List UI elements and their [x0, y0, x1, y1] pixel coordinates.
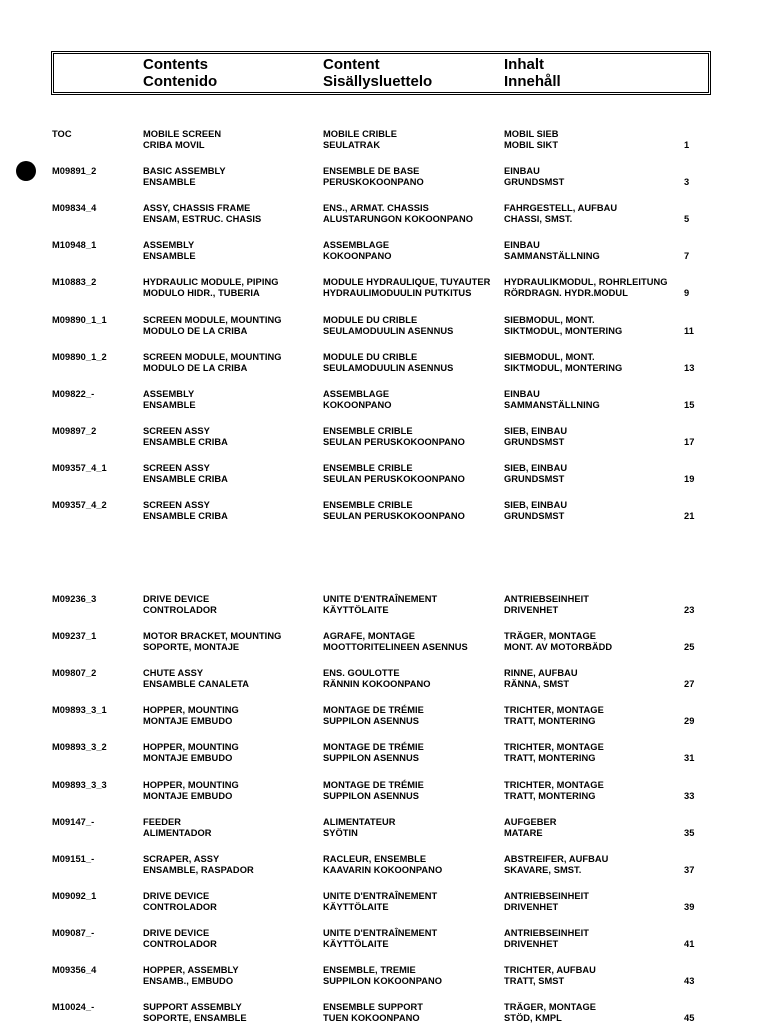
description-en — [143, 928, 217, 950]
description-en — [143, 631, 281, 653]
description-line: SCREEN ASSY — [143, 500, 210, 510]
description-en — [143, 166, 226, 188]
description-line: TUEN KOKOONPANO — [323, 1013, 420, 1024]
description-en — [143, 1002, 247, 1024]
page-number: 1 — [684, 140, 690, 150]
header-title: Inhalt — [504, 56, 544, 73]
description-en — [143, 315, 282, 337]
page-number: 41 — [684, 938, 695, 949]
description-de — [504, 166, 564, 188]
description-line: EINBAU — [504, 388, 540, 399]
page-number: 3 — [684, 177, 690, 188]
description-line: ASSEMBLY — [143, 240, 195, 251]
toc-row[interactable] — [0, 1002, 768, 1026]
header-title: Contents — [143, 56, 208, 73]
description-line: ENSEMBLE CRIBLE — [323, 462, 413, 473]
description-line: ENSAMBLE — [143, 251, 196, 262]
description-fr — [323, 891, 437, 913]
contents-header — [51, 51, 711, 95]
drawing-code: M10024_- — [52, 1002, 95, 1013]
description-de — [504, 240, 600, 262]
description-line: MOOTTORITELINEEN ASENNUS — [323, 642, 468, 653]
description-line: SIEBMODUL, MONT. — [504, 314, 595, 325]
drawing-code: M09893_3_3 — [52, 779, 107, 790]
description-line: ALUSTARUNGON KOKOONPANO — [323, 214, 474, 225]
drawing-code: M09807_2 — [52, 668, 97, 679]
description-line: MONTAGE DE TRÉMIE — [323, 705, 424, 716]
description-line: HYDRAULIMODUULIN PUTKITUS — [323, 288, 472, 299]
description-fr — [323, 166, 424, 188]
drawing-code: M09236_3 — [52, 594, 97, 604]
description-line: MODULE DU CRIBLE — [323, 314, 418, 325]
toc-row[interactable] — [0, 594, 768, 618]
toc-row[interactable] — [0, 166, 768, 190]
description-fr — [323, 240, 392, 262]
description-fr — [323, 854, 442, 876]
toc-row[interactable] — [0, 500, 768, 524]
drawing-code: M09890_1_2 — [52, 351, 107, 362]
description-line: HYDRAULIKMODUL, ROHRLEITUNG — [504, 277, 668, 288]
toc-row[interactable] — [0, 965, 768, 989]
description-line: MODULE HYDRAULIQUE, TUYAUTER — [323, 277, 491, 288]
description-line: STÖD, KMPL — [504, 1013, 562, 1024]
description-line: ANTRIEBSEINHEIT — [504, 927, 589, 938]
description-fr — [323, 817, 396, 839]
page-number: 37 — [684, 864, 695, 875]
description-line: MONTAGE DE TRÉMIE — [323, 742, 424, 753]
description-line: ASSY, CHASSIS FRAME — [143, 203, 251, 214]
description-line: SIKTMODUL, MONTERING — [504, 362, 623, 373]
description-line: KÄYTTÖLAITE — [323, 901, 389, 912]
description-de — [504, 426, 567, 448]
description-line: RACLEUR, ENSEMBLE — [323, 853, 427, 864]
description-line: SUPPILON KOKOONPANO — [323, 976, 443, 986]
description-line: FEEDER — [143, 816, 182, 827]
description-line: SAMMANSTÄLLNING — [504, 399, 600, 410]
toc-row[interactable] — [0, 463, 768, 487]
page-number: 5 — [684, 214, 690, 225]
description-de — [504, 594, 589, 616]
description-fr — [323, 129, 397, 151]
page-number: 31 — [684, 753, 695, 764]
description-line: ENSAMBLE CRIBA — [143, 436, 228, 447]
description-line: MOBIL SIEB — [504, 129, 559, 139]
description-line: TRATT, MONTERING — [504, 753, 596, 764]
description-line: SEULAN PERUSKOKOONPANO — [323, 511, 465, 521]
description-en — [143, 203, 261, 225]
description-en — [143, 965, 239, 987]
description-line: MATARE — [504, 827, 543, 838]
description-line: SEULAMODUULIN ASENNUS — [323, 325, 454, 336]
description-line: MODULO HIDR., TUBERIA — [143, 288, 260, 299]
page-number: 9 — [684, 288, 690, 299]
description-line: CONTROLADOR — [143, 938, 217, 949]
description-line: SIEBMODUL, MONT. — [504, 351, 595, 362]
description-line: MONTAGE DE TRÉMIE — [323, 779, 424, 790]
description-line: ENS. GOULOTTE — [323, 668, 400, 679]
page-number: 13 — [684, 362, 695, 373]
description-de — [504, 352, 622, 374]
description-de — [504, 500, 567, 522]
drawing-code: M10883_2 — [52, 277, 97, 288]
toc-row[interactable] — [0, 928, 768, 952]
toc-row[interactable] — [0, 389, 768, 413]
description-fr — [323, 203, 473, 225]
description-fr — [323, 928, 437, 950]
header-title: Content — [323, 56, 380, 73]
page-number: 27 — [684, 679, 695, 690]
description-de — [504, 742, 604, 764]
description-line: TRICHTER, MONTAGE — [504, 779, 604, 790]
description-line: EINBAU — [504, 240, 540, 251]
toc-row[interactable] — [0, 426, 768, 450]
drawing-code: M09087_- — [52, 927, 95, 938]
description-fr — [323, 668, 431, 690]
toc-row[interactable] — [0, 277, 768, 301]
description-line: ENSEMBLE, TREMIE — [323, 965, 416, 975]
description-line: CHUTE ASSY — [143, 668, 204, 679]
toc-row[interactable] — [0, 631, 768, 655]
description-fr — [323, 500, 465, 522]
description-en — [143, 742, 239, 764]
page-number: 19 — [684, 473, 695, 484]
drawing-code: TOC — [52, 129, 72, 139]
description-line: ENSAMBLE — [143, 177, 196, 188]
toc-row[interactable] — [0, 668, 768, 692]
page-number: 35 — [684, 827, 695, 838]
description-line: ENSEMBLE CRIBLE — [323, 425, 413, 436]
description-line: RÄNNA, SMST — [504, 679, 570, 690]
description-line: SCREEN MODULE, MOUNTING — [143, 314, 282, 325]
description-line: TRÄGER, MONTAGE — [504, 631, 596, 642]
description-line: ENSAMBLE CRIBA — [143, 473, 228, 484]
description-line: ASSEMBLAGE — [323, 240, 390, 251]
toc-row[interactable] — [0, 817, 768, 841]
description-en — [143, 780, 239, 802]
description-en — [143, 854, 254, 876]
description-fr — [323, 426, 465, 448]
description-line: ANTRIEBSEINHEIT — [504, 594, 589, 604]
page-number: 17 — [684, 436, 695, 447]
description-de — [504, 129, 559, 151]
toc-row[interactable] — [0, 352, 768, 376]
description-line: CHASSI, SMST. — [504, 214, 573, 225]
description-line: ENSAMBLE — [143, 399, 196, 410]
description-en — [143, 463, 228, 485]
description-line: SIEB, EINBAU — [504, 425, 568, 436]
description-line: GRUNDSMST — [504, 436, 565, 447]
description-fr — [323, 315, 453, 337]
description-line: RÖRDRAGN. HYDR.MODUL — [504, 288, 628, 299]
description-line: ENSEMBLE SUPPORT — [323, 1002, 423, 1013]
description-line: MOTOR BRACKET, MOUNTING — [143, 631, 282, 642]
description-line: SAMMANSTÄLLNING — [504, 251, 600, 262]
description-line: SEULAN PERUSKOKOONPANO — [323, 473, 465, 484]
description-line: KÄYTTÖLAITE — [323, 938, 389, 949]
description-line: SOPORTE, MONTAJE — [143, 642, 240, 653]
description-de — [504, 277, 668, 299]
description-line: GRUNDSMST — [504, 473, 565, 484]
drawing-code: M09237_1 — [52, 631, 97, 642]
description-line: ENSEMBLE DE BASE — [323, 166, 420, 177]
description-de — [504, 891, 589, 913]
description-de — [504, 965, 596, 987]
description-line: SUPPILON ASENNUS — [323, 753, 420, 764]
description-line: DRIVE DEVICE — [143, 594, 210, 604]
header-col-1 — [143, 56, 217, 90]
description-line: PERUSKOKOONPANO — [323, 177, 424, 188]
drawing-code: M09890_1_1 — [52, 314, 107, 325]
header-title: Innehåll — [504, 73, 561, 90]
description-line: TRÄGER, MONTAGE — [504, 1002, 596, 1013]
description-line: SCREEN ASSY — [143, 425, 210, 436]
description-line: AGRAFE, MONTAGE — [323, 631, 415, 642]
description-en — [143, 500, 228, 522]
description-line: RINNE, AUFBAU — [504, 668, 578, 679]
description-line: UNITE D'ENTRAÎNEMENT — [323, 594, 438, 604]
page-number: 21 — [684, 511, 695, 521]
description-de — [504, 389, 600, 411]
page-number: 39 — [684, 901, 695, 912]
description-fr — [323, 742, 424, 764]
description-fr — [323, 631, 468, 653]
drawing-code: M09893_3_2 — [52, 742, 107, 753]
description-line: ALIMENTATEUR — [323, 816, 396, 827]
description-en — [143, 594, 217, 616]
description-fr — [323, 705, 424, 727]
description-line: ENSAMBLE CRIBA — [143, 511, 228, 521]
toc-row[interactable] — [0, 780, 768, 804]
header-col-3 — [504, 56, 561, 90]
drawing-code: M09357_4_1 — [52, 462, 107, 473]
description-fr — [323, 352, 453, 374]
toc-row[interactable] — [0, 891, 768, 915]
description-line: TRATT, MONTERING — [504, 716, 596, 727]
description-line: MONTAJE EMBUDO — [143, 790, 233, 801]
description-line: MODULE DU CRIBLE — [323, 351, 418, 362]
description-line: TRICHTER, MONTAGE — [504, 742, 604, 753]
description-de — [504, 705, 604, 727]
description-en — [143, 426, 228, 448]
toc-row[interactable] — [0, 742, 768, 766]
description-line: SKAVARE, SMST. — [504, 864, 582, 875]
description-line: HOPPER, ASSEMBLY — [143, 965, 239, 975]
description-line: ASSEMBLAGE — [323, 388, 390, 399]
description-fr — [323, 965, 442, 987]
description-line: TRATT, SMST — [504, 976, 565, 986]
description-de — [504, 928, 589, 950]
description-line: MODULO DE LA CRIBA — [143, 325, 248, 336]
description-line: FAHRGESTELL, AUFBAU — [504, 203, 618, 214]
description-line: SIEB, EINBAU — [504, 462, 568, 473]
description-line: DRIVE DEVICE — [143, 927, 210, 938]
description-line: SYÖTIN — [323, 827, 358, 838]
page-number: 23 — [684, 605, 695, 615]
description-line: SCREEN MODULE, MOUNTING — [143, 351, 282, 362]
description-line: TRICHTER, MONTAGE — [504, 705, 604, 716]
description-line: MONTAJE EMBUDO — [143, 716, 233, 727]
description-line: UNITE D'ENTRAÎNEMENT — [323, 927, 438, 938]
description-line: ALIMENTADOR — [143, 827, 212, 838]
drawing-code: M09893_3_1 — [52, 705, 107, 716]
description-line: HOPPER, MOUNTING — [143, 779, 239, 790]
description-line: KAAVARIN KOKOONPANO — [323, 864, 443, 875]
page-number: 25 — [684, 642, 695, 653]
description-line: ENSAMB., EMBUDO — [143, 976, 234, 986]
description-line: TRICHTER, AUFBAU — [504, 965, 596, 975]
header-title: Contenido — [143, 73, 218, 90]
page-number: 29 — [684, 716, 695, 727]
description-line: ENSAMBLE, RASPADOR — [143, 864, 254, 875]
description-en — [143, 705, 239, 727]
description-line: CRIBA MOVIL — [143, 140, 205, 150]
description-fr — [323, 277, 490, 299]
description-de — [504, 1002, 596, 1024]
description-line: HYDRAULIC MODULE, PIPING — [143, 277, 279, 288]
description-line: SEULAMODUULIN ASENNUS — [323, 362, 454, 373]
description-line: DRIVENHET — [504, 938, 559, 949]
description-fr — [323, 594, 437, 616]
description-line: KÄYTTÖLAITE — [323, 605, 389, 615]
description-line: ENSAMBLE CANALETA — [143, 679, 250, 690]
description-line: ABSTREIFER, AUFBAU — [504, 853, 609, 864]
drawing-code: M09357_4_2 — [52, 500, 107, 510]
description-line: MONTAJE EMBUDO — [143, 753, 233, 764]
drawing-code: M09147_- — [52, 816, 95, 827]
description-line: MONT. AV MOTORBÄDD — [504, 642, 613, 653]
description-line: SUPPORT ASSEMBLY — [143, 1002, 242, 1013]
description-fr — [323, 1002, 423, 1024]
drawing-code: M09822_- — [52, 388, 95, 399]
drawing-code: M10948_1 — [52, 240, 97, 251]
description-fr — [323, 780, 424, 802]
page-number: 7 — [684, 251, 690, 262]
toc-row[interactable] — [0, 129, 768, 153]
description-line: SIEB, EINBAU — [504, 500, 568, 510]
description-line: SCRAPER, ASSY — [143, 853, 220, 864]
description-line: MOBIL SIKT — [504, 140, 559, 150]
description-de — [504, 668, 578, 690]
description-line: GRUNDSMST — [504, 511, 565, 521]
description-line: KOKOONPANO — [323, 399, 392, 410]
description-line: MODULO DE LA CRIBA — [143, 362, 248, 373]
description-line: MOBILE CRIBLE — [323, 129, 397, 139]
description-line: RÄNNIN KOKOONPANO — [323, 679, 431, 690]
toc-row[interactable] — [0, 705, 768, 729]
description-line: ENSAM, ESTRUC. CHASIS — [143, 214, 262, 225]
description-line: CONTROLADOR — [143, 901, 217, 912]
description-line: SEULATRAK — [323, 140, 381, 150]
description-en — [143, 668, 249, 690]
description-line: HOPPER, MOUNTING — [143, 705, 239, 716]
description-line: ANTRIEBSEINHEIT — [504, 890, 589, 901]
description-de — [504, 463, 567, 485]
description-line: MOBILE SCREEN — [143, 129, 222, 139]
description-de — [504, 315, 622, 337]
description-line: HOPPER, MOUNTING — [143, 742, 239, 753]
drawing-code: M09151_- — [52, 853, 95, 864]
description-line: SUPPILON ASENNUS — [323, 790, 420, 801]
description-line: AUFGEBER — [504, 816, 557, 827]
description-line: TRATT, MONTERING — [504, 790, 596, 801]
page-number: 43 — [684, 976, 695, 986]
toc-row[interactable] — [0, 854, 768, 878]
description-line: DRIVE DEVICE — [143, 890, 210, 901]
description-en — [143, 240, 196, 262]
description-line: CONTROLADOR — [143, 605, 217, 615]
page-number: 45 — [684, 1013, 695, 1024]
description-en — [143, 277, 279, 299]
toc-row[interactable] — [0, 203, 768, 227]
drawing-code: M09092_1 — [52, 890, 97, 901]
description-en — [143, 891, 217, 913]
description-de — [504, 780, 604, 802]
description-fr — [323, 389, 392, 411]
header-title: Sisällysluettelo — [323, 73, 433, 90]
description-line: ENS., ARMAT. CHASSIS — [323, 203, 429, 214]
page-number: 15 — [684, 399, 695, 410]
description-en — [143, 389, 196, 411]
description-line: EINBAU — [504, 166, 540, 177]
description-line: SIKTMODUL, MONTERING — [504, 325, 623, 336]
description-line: BASIC ASSEMBLY — [143, 166, 226, 177]
description-line: ASSEMBLY — [143, 388, 195, 399]
description-en — [143, 129, 221, 151]
description-de — [504, 817, 557, 839]
description-line: SEULAN PERUSKOKOONPANO — [323, 436, 465, 447]
description-line: DRIVENHET — [504, 901, 559, 912]
description-line: SOPORTE, ENSAMBLE — [143, 1013, 247, 1024]
description-fr — [323, 463, 465, 485]
drawing-code: M09834_4 — [52, 203, 97, 214]
description-line: ENSEMBLE CRIBLE — [323, 500, 413, 510]
drawing-code: M09356_4 — [52, 965, 97, 975]
drawing-code: M09897_2 — [52, 425, 97, 436]
description-line: SCREEN ASSY — [143, 462, 210, 473]
header-col-2 — [323, 56, 432, 90]
description-en — [143, 817, 212, 839]
page-number: 11 — [684, 325, 694, 336]
description-en — [143, 352, 282, 374]
description-line: UNITE D'ENTRAÎNEMENT — [323, 890, 438, 901]
description-line: DRIVENHET — [504, 605, 559, 615]
toc-row[interactable] — [0, 240, 768, 264]
page-number: 33 — [684, 790, 695, 801]
description-de — [504, 631, 612, 653]
description-line: SUPPILON ASENNUS — [323, 716, 420, 727]
toc-row[interactable] — [0, 315, 768, 339]
description-de — [504, 854, 608, 876]
drawing-code: M09891_2 — [52, 166, 97, 177]
description-line: KOKOONPANO — [323, 251, 392, 262]
description-de — [504, 203, 617, 225]
description-line: GRUNDSMST — [504, 177, 565, 188]
